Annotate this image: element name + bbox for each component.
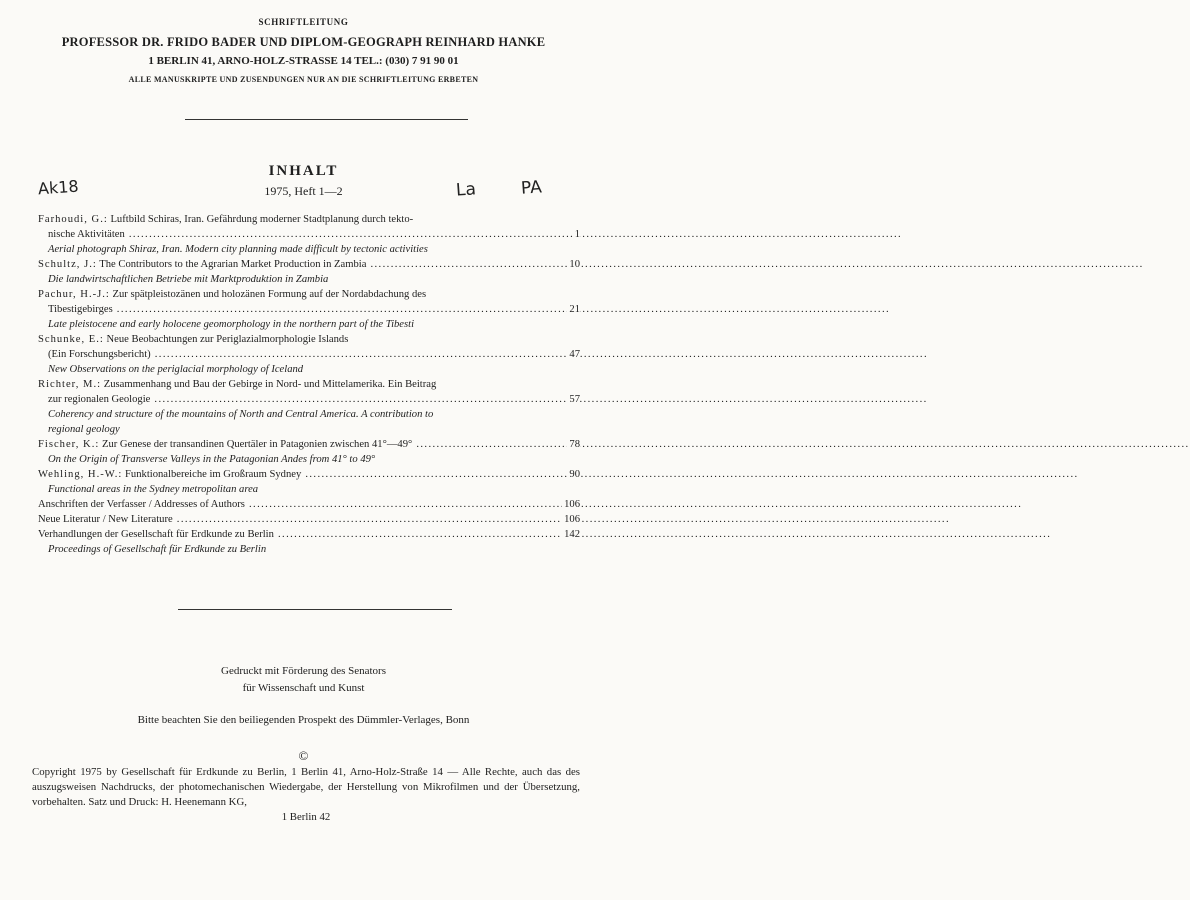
toc-title-text: Neue Beobachtungen zur Periglazialmorphologie Islands	[106, 334, 349, 345]
toc-entry-line	[38, 302, 580, 317]
toc-entry-line	[38, 257, 580, 272]
toc-translation: Functional areas in the Sydney metropolitan area	[48, 484, 259, 495]
toc-page-number: 1	[574, 229, 580, 240]
toc-entry	[38, 512, 580, 527]
toc-entry-line	[38, 512, 580, 527]
sponsor-line-1: Gedruckt mit Förderung des Senators	[221, 665, 386, 677]
divider-middle	[178, 609, 452, 610]
toc-translation: On the Origin of Transverse Valleys in the Patagonian Andes from 41° to 49°	[48, 454, 376, 465]
copyright-text: Copyright 1975 by Gesellschaft für Erdkunde zu Berlin, 1 Berlin 41, Arno-Holz-Straße 14 — Alle Rechte, auch das des auszugsweisen Nachdrucks, der photomechanischen Wiedergabe, der Herstellung von Mikrofilmen und der Übersetzung, vorbehalten. Satz und Druck: H. Heenemann KG,	[32, 766, 580, 808]
toc-entry-line	[38, 287, 568, 302]
toc-page-number: 47	[569, 349, 580, 360]
editors-note: ALLE MANUSKRIPTE UND ZUSENDUNGEN NUR AN DIE SCHRIFTLEITUNG ERBETEN	[128, 75, 479, 84]
toc-title-text: zur regionalen Geologie .....	[48, 394, 928, 405]
toc-title: INHALT	[268, 163, 339, 179]
toc-author: Fischer, K.:	[38, 439, 100, 450]
toc-translation: New Observations on the periglacial morphology of Iceland	[48, 364, 304, 375]
toc-author: Schultz, J.:	[38, 259, 97, 270]
toc-entry	[38, 332, 580, 377]
toc-translation: Die landwirtschaftlichen Betriebe mit Marktproduktion in Zambia	[48, 274, 329, 285]
toc-title-text: Zusammenhang und Bau der Gebirge in Nord- und Mittelamerika. Ein Beitrag	[103, 379, 437, 390]
toc-author: Wehling, H.-W.:	[38, 469, 123, 480]
toc-title-text: Funktionalbereiche im Großraum Sydney .....	[125, 469, 1079, 480]
toc-translation: regional geology	[48, 424, 120, 435]
toc-page-number: 106	[564, 514, 580, 525]
toc-entry	[38, 257, 580, 287]
divider-top	[185, 119, 468, 120]
handwritten-note-middle: La	[455, 179, 477, 201]
toc-author: Richter, M.:	[38, 379, 102, 390]
toc-entry	[38, 467, 580, 497]
toc-page-number: 106	[564, 499, 580, 510]
toc-entry-line	[38, 377, 568, 392]
toc-entry-line	[38, 392, 580, 407]
editors-names: PROFESSOR DR. FRIDO BADER UND DIPLOM-GEOGRAPH REINHARD HANKE	[61, 35, 546, 49]
toc-title-text: Verhandlungen der Gesellschaft für Erdkunde zu Berlin .....	[38, 529, 1051, 540]
toc-translation: Coherency and structure of the mountains of North and Central America. A contribution to	[48, 409, 434, 420]
toc-title-text: nische Aktivitäten .....	[48, 229, 902, 240]
sponsor-line-2: für Wissenschaft und Kunst	[242, 682, 365, 694]
handwritten-note-right: PA	[520, 177, 543, 199]
toc-title-text: Zur spätpleistozänen und holozänen Formung auf der Nordabdachung des	[112, 289, 427, 300]
toc-page-number: 21	[569, 304, 580, 315]
toc-entry	[38, 287, 580, 332]
copyright-notice	[32, 765, 580, 825]
toc-title-text: Tibestigebirges .....	[48, 304, 890, 315]
toc-entry-line	[38, 227, 580, 242]
toc-page-number: 57	[569, 394, 580, 405]
toc-entry	[38, 377, 580, 437]
toc-translation: Aerial photograph Shiraz, Iran. Modern city planning made difficult by tectonic activities	[48, 244, 428, 255]
toc-title-text: Zur Genese der transandinen Quertäler in Patagonien zwischen 41°—49° .....	[102, 439, 1190, 450]
toc-translation: Proceedings of Gesellschaft für Erdkunde zu Berlin	[48, 544, 267, 555]
editors-address: 1 BERLIN 41, ARNO-HOLZ-STRASSE 14 TEL.: (030) 7 91 90 01	[148, 55, 459, 67]
copyright-symbol: ©	[298, 748, 309, 763]
toc-entry	[38, 437, 580, 467]
toc-author: Farhoudi, G.:	[38, 214, 108, 225]
toc-issue: 1975, Heft 1—2	[264, 184, 343, 198]
toc-list	[38, 212, 580, 557]
toc-entry	[38, 497, 580, 512]
toc-entry-line	[38, 467, 580, 482]
prospect-notice: Bitte beachten Sie den beiliegenden Prospekt des Dümmler-Verlages, Bonn	[137, 714, 470, 726]
toc-title-text: Neue Literatur / New Literature .....	[38, 514, 950, 525]
toc-entry	[38, 527, 580, 557]
toc-entry-line	[38, 437, 580, 452]
toc-author: Schunke, E.:	[38, 334, 104, 345]
toc-author: Pachur, H.-J.:	[38, 289, 110, 300]
toc-entry-line	[38, 497, 580, 512]
toc-entry-line	[38, 332, 568, 347]
toc-entry	[38, 212, 580, 257]
editors-label: SCHRIFTLEITUNG	[258, 17, 349, 27]
toc-translation: Late pleistocene and early holocene geomorphology in the northern part of the Tibesti	[48, 319, 415, 330]
toc-page-number: 10	[569, 259, 580, 270]
toc-title-text: (Ein Forschungsbericht) .....	[48, 349, 928, 360]
toc-title-text: The Contributors to the Agrarian Market Production in Zambia .....	[99, 259, 1143, 270]
toc-entry-line	[38, 212, 568, 227]
toc-entry-line	[38, 527, 580, 542]
toc-entry-line	[38, 347, 580, 362]
handwritten-note-left: Ak18	[37, 176, 80, 199]
toc-page-number: 142	[564, 529, 580, 540]
toc-page-number: 90	[569, 469, 580, 480]
toc-title-text: Anschriften der Verfasser / Addresses of Authors .....	[38, 499, 1022, 510]
toc-page-number: 78	[569, 439, 580, 450]
toc-title-text: Luftbild Schiras, Iran. Gefährdung moderner Stadtplanung durch tekto-	[110, 214, 414, 225]
copyright-last-line: 1 Berlin 42	[281, 811, 331, 823]
